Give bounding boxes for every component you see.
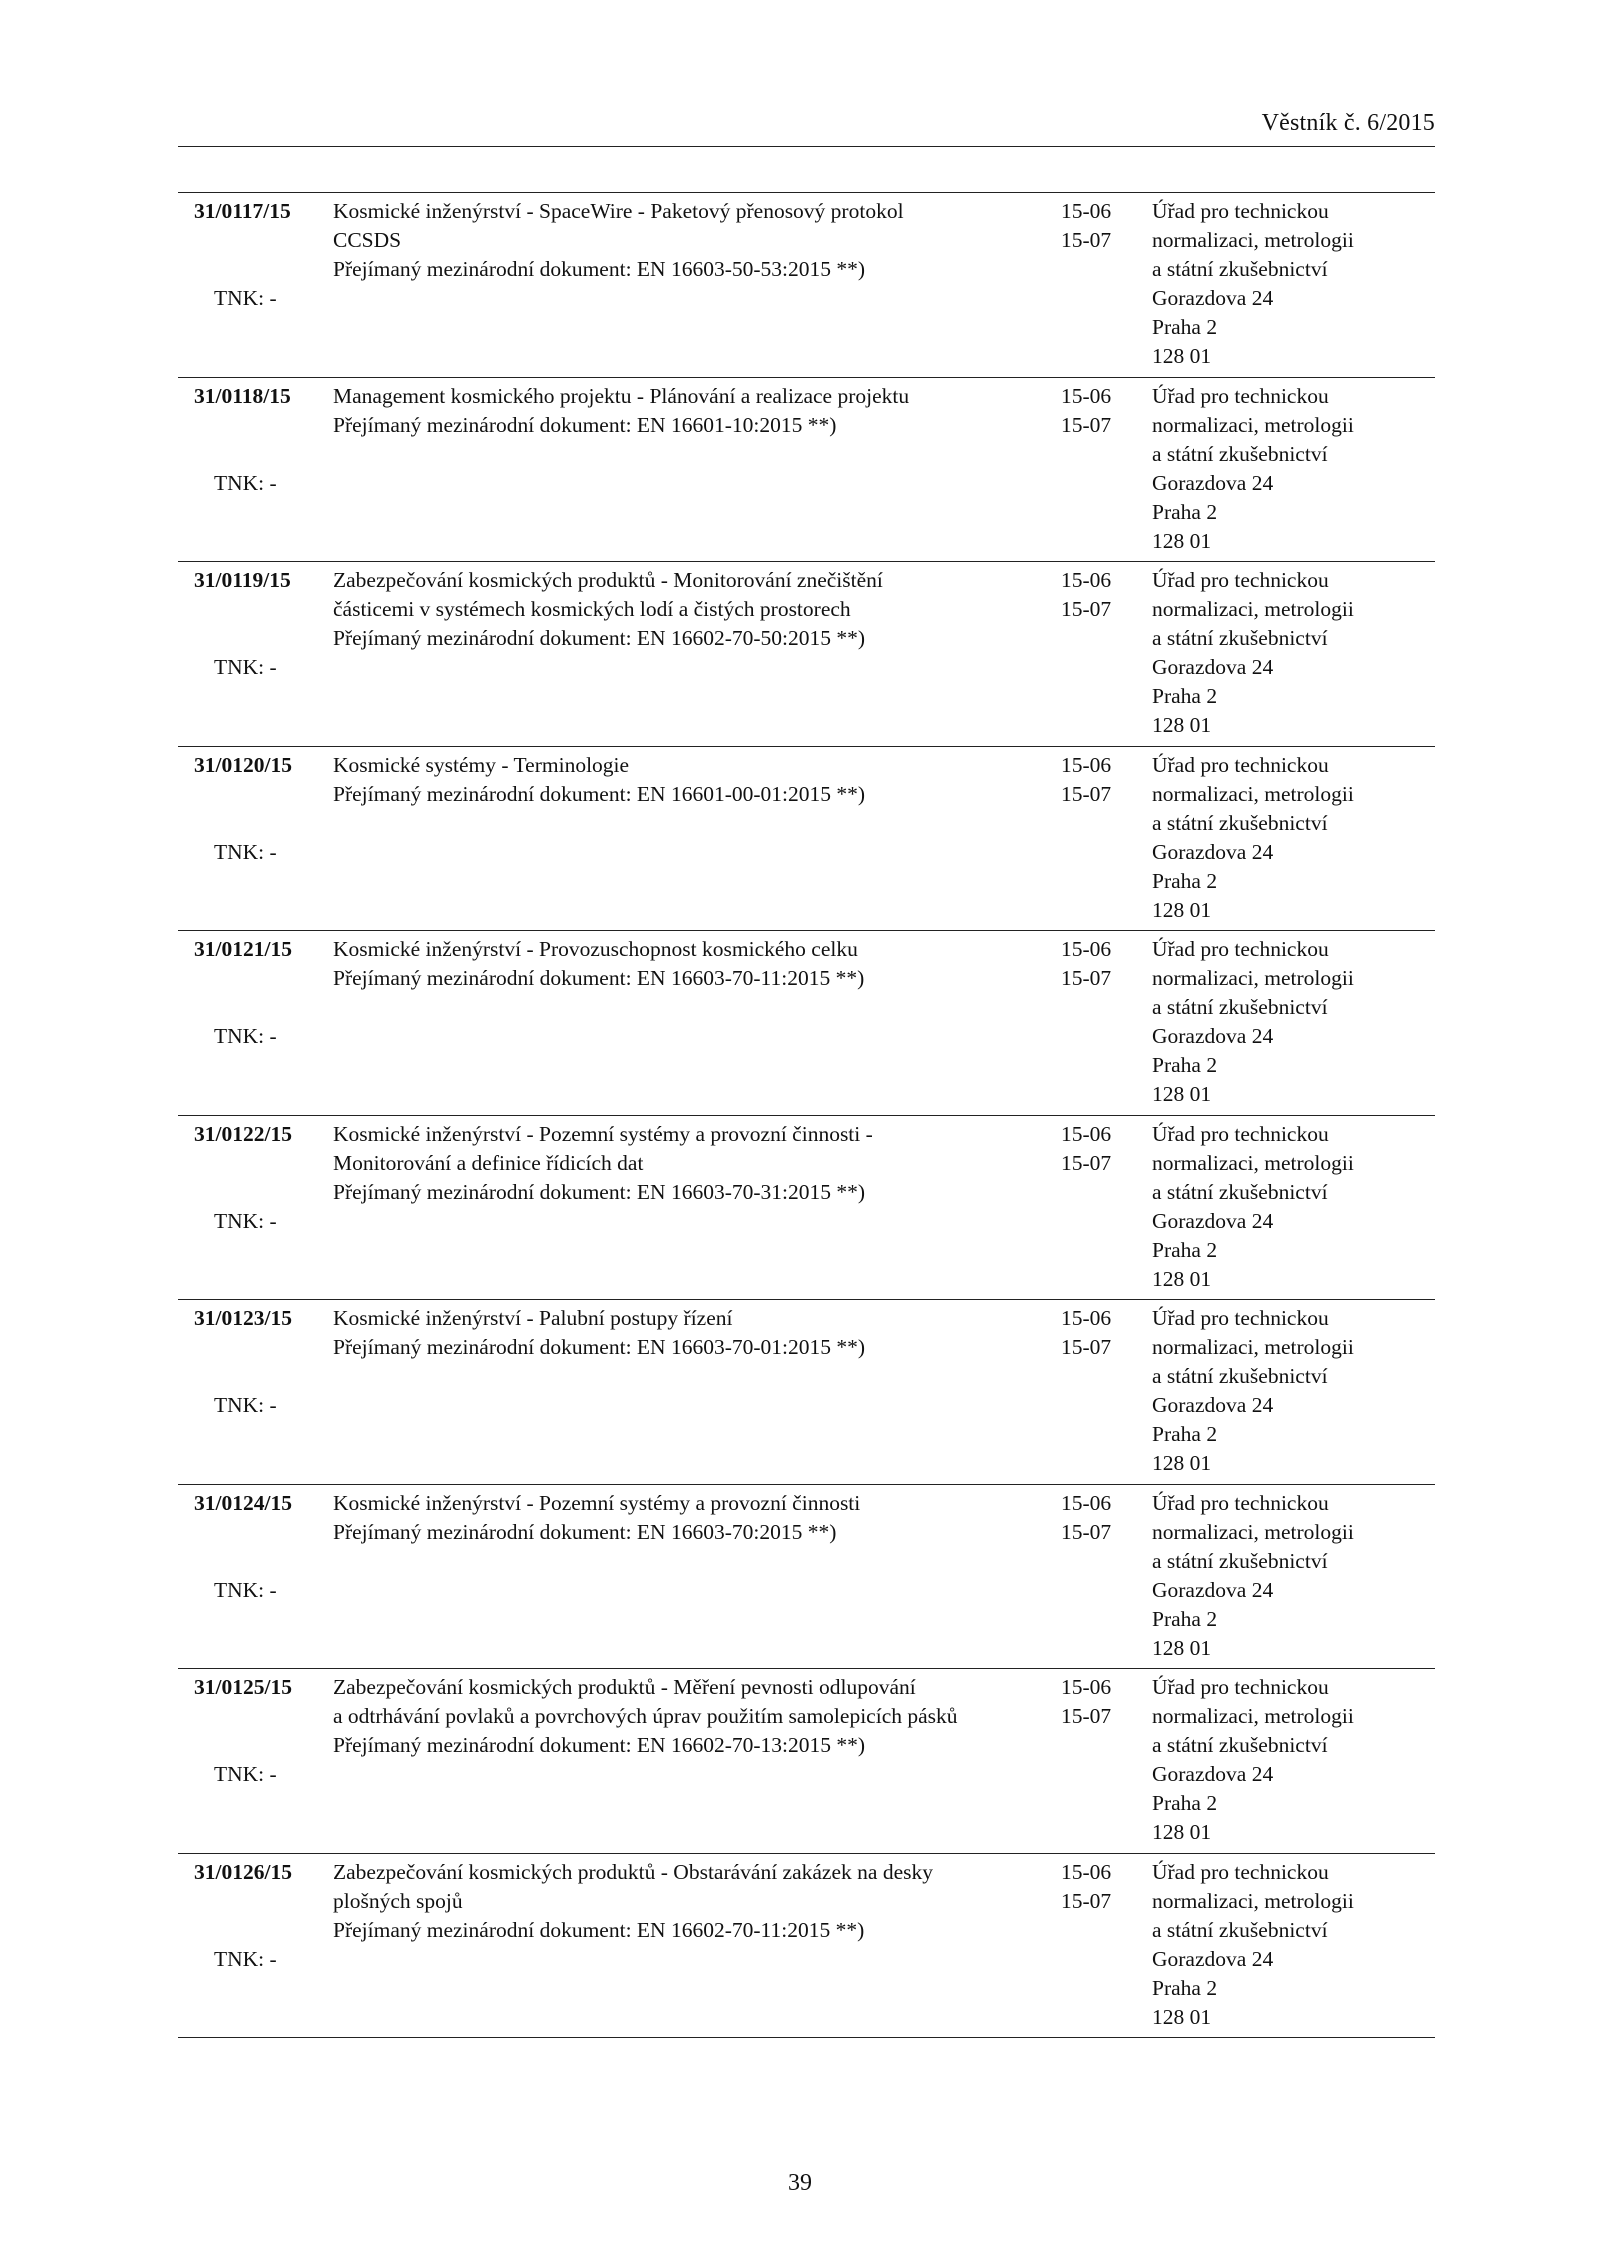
address-line: Praha 2 xyxy=(1152,868,1218,893)
document-number: 31/0121/15 xyxy=(194,937,292,961)
document-number: 31/0125/15 xyxy=(194,1675,292,1699)
address-line: Úřad pro technickou xyxy=(1152,1490,1329,1515)
description-line: CCSDS xyxy=(333,228,402,252)
document-description xyxy=(333,751,1053,809)
document-dates xyxy=(1061,1673,1131,1731)
address-line: Gorazdova 24 xyxy=(1152,655,1274,679)
address-line: Gorazdova 24 xyxy=(1152,1762,1274,1786)
address-line: normalizaci, metrologii xyxy=(1152,1704,1354,1728)
address-line: 128 01 xyxy=(1152,1635,1212,1660)
document-description xyxy=(333,1673,1053,1760)
description-line: Kosmické inženýrství - Palubní postupy řízení xyxy=(333,1306,733,1330)
address-line: Praha 2 xyxy=(1152,1791,1218,1815)
tnk-label: TNK: - xyxy=(214,1208,277,1233)
document-number: 31/0124/15 xyxy=(194,1490,292,1515)
document-dates xyxy=(1061,1858,1131,1916)
address-line: a státní zkušebnictví xyxy=(1152,995,1328,1019)
processor-address xyxy=(1152,197,1435,371)
address-line: Gorazdova 24 xyxy=(1152,286,1274,310)
address-line: Gorazdova 24 xyxy=(1152,470,1274,495)
address-line: Úřad pro technickou xyxy=(1152,568,1329,592)
address-line: Gorazdova 24 xyxy=(1152,1024,1274,1048)
date-code: 15-06 xyxy=(1061,1859,1112,1884)
date-code: 15-06 xyxy=(1061,383,1112,408)
address-line: a státní zkušebnictví xyxy=(1152,1917,1328,1942)
document-dates xyxy=(1061,935,1131,993)
description-line: Přejímaný mezinárodní dokument: EN 16602-70-11:2015 **) xyxy=(333,1917,865,1942)
description-line: Přejímaný mezinárodní dokument: EN 16603-70:2015 **) xyxy=(333,1519,837,1544)
document-description xyxy=(333,1304,1053,1362)
document-description xyxy=(333,1858,1053,1945)
document-number: 31/0118/15 xyxy=(194,383,291,408)
tnk-label: TNK: - xyxy=(214,1762,277,1786)
address-line: 128 01 xyxy=(1152,344,1212,368)
table-row xyxy=(178,193,1435,378)
address-line: Úřad pro technickou xyxy=(1152,1675,1329,1699)
description-line: Přejímaný mezinárodní dokument: EN 16603-50-53:2015 **) xyxy=(333,257,866,281)
tnk-label: TNK: - xyxy=(214,470,277,495)
document-number: 31/0122/15 xyxy=(194,1121,292,1146)
date-code: 15-07 xyxy=(1061,1888,1112,1913)
address-line: a státní zkušebnictví xyxy=(1152,257,1328,281)
document-description xyxy=(333,1120,1053,1207)
address-line: a státní zkušebnictví xyxy=(1152,626,1328,650)
address-line: 128 01 xyxy=(1152,897,1212,922)
date-code: 15-06 xyxy=(1061,1490,1112,1515)
address-line: Praha 2 xyxy=(1152,1606,1218,1631)
address-line: normalizaci, metrologii xyxy=(1152,228,1354,252)
address-line: Praha 2 xyxy=(1152,1237,1218,1262)
description-line: Zabezpečování kosmických produktů - Měření pevnosti odlupování xyxy=(333,1675,916,1699)
date-code: 15-07 xyxy=(1061,1519,1112,1544)
document-description xyxy=(333,566,1053,653)
address-line: Gorazdova 24 xyxy=(1152,1946,1274,1971)
date-code: 15-06 xyxy=(1061,752,1112,777)
table-row xyxy=(178,1669,1435,1854)
address-line: 128 01 xyxy=(1152,1082,1212,1106)
description-line: plošných spojů xyxy=(333,1888,463,1913)
page-header xyxy=(178,110,1435,147)
document-dates xyxy=(1061,1489,1131,1547)
description-line: a odtrhávání povlaků a povrchových úprav použitím samolepicích pásků xyxy=(333,1704,958,1728)
date-code: 15-06 xyxy=(1061,937,1112,961)
date-code: 15-07 xyxy=(1061,781,1112,806)
address-line: 128 01 xyxy=(1152,1451,1212,1475)
address-line: Úřad pro technickou xyxy=(1152,752,1329,777)
address-line: a státní zkušebnictví xyxy=(1152,1733,1328,1757)
date-code: 15-06 xyxy=(1061,1675,1112,1699)
address-line: Úřad pro technickou xyxy=(1152,199,1329,223)
address-line: normalizaci, metrologii xyxy=(1152,781,1354,806)
address-line: a státní zkušebnictví xyxy=(1152,1548,1328,1573)
address-line: Úřad pro technickou xyxy=(1152,1306,1329,1330)
description-line: Přejímaný mezinárodní dokument: EN 16601-10:2015 **) xyxy=(333,412,837,437)
document-dates xyxy=(1061,1120,1131,1178)
document-dates xyxy=(1061,382,1131,440)
date-code: 15-06 xyxy=(1061,1306,1112,1330)
description-line: částicemi v systémech kosmických lodí a čistých prostorech xyxy=(333,597,851,621)
tnk-label: TNK: - xyxy=(214,1577,277,1602)
description-line: Zabezpečování kosmických produktů - Monitorování znečištění xyxy=(333,568,883,592)
processor-address xyxy=(1152,566,1435,740)
date-code: 15-06 xyxy=(1061,568,1112,592)
description-line: Kosmické inženýrství - SpaceWire - Paketový přenosový protokol xyxy=(333,199,904,223)
table-row xyxy=(178,562,1435,747)
address-line: Úřad pro technickou xyxy=(1152,937,1329,961)
address-line: a státní zkušebnictví xyxy=(1152,1364,1328,1388)
description-line: Přejímaný mezinárodní dokument: EN 16603-70-31:2015 **) xyxy=(333,1179,866,1204)
tnk-label: TNK: - xyxy=(214,1946,277,1971)
processor-address xyxy=(1152,935,1435,1109)
address-line: Gorazdova 24 xyxy=(1152,1393,1274,1417)
tnk-label: TNK: - xyxy=(214,839,277,864)
document-dates xyxy=(1061,197,1131,255)
table-row xyxy=(178,1485,1435,1670)
address-line: 128 01 xyxy=(1152,2004,1212,2029)
address-line: Gorazdova 24 xyxy=(1152,1208,1274,1233)
description-line: Přejímaný mezinárodní dokument: EN 16603-70-01:2015 **) xyxy=(333,1335,866,1359)
description-line: Kosmické systémy - Terminologie xyxy=(333,752,630,777)
address-line: a státní zkušebnictví xyxy=(1152,810,1328,835)
address-line: Úřad pro technickou xyxy=(1152,1859,1329,1884)
date-code: 15-06 xyxy=(1061,199,1112,223)
date-code: 15-07 xyxy=(1061,228,1112,252)
table-row xyxy=(178,931,1435,1116)
description-line: Přejímaný mezinárodní dokument: EN 16603-70-11:2015 **) xyxy=(333,966,865,990)
document-dates xyxy=(1061,566,1131,624)
standards-table xyxy=(178,192,1435,2038)
date-code: 15-07 xyxy=(1061,1150,1112,1175)
document-dates xyxy=(1061,751,1131,809)
date-code: 15-07 xyxy=(1061,1704,1112,1728)
table-row xyxy=(178,1300,1435,1485)
description-line: Kosmické inženýrství - Pozemní systémy a provozní činnosti - xyxy=(333,1121,873,1146)
table-row xyxy=(178,747,1435,932)
processor-address xyxy=(1152,1858,1435,2032)
address-line: Praha 2 xyxy=(1152,1422,1218,1446)
address-line: Úřad pro technickou xyxy=(1152,383,1329,408)
processor-address xyxy=(1152,382,1435,556)
document-description xyxy=(333,197,1053,284)
address-line: normalizaci, metrologii xyxy=(1152,1150,1354,1175)
processor-address xyxy=(1152,1673,1435,1847)
description-line: Zabezpečování kosmických produktů - Obstarávání zakázek na desky xyxy=(333,1859,933,1884)
tnk-label: TNK: - xyxy=(214,1393,277,1417)
description-line: Kosmické inženýrství - Pozemní systémy a provozní činnosti xyxy=(333,1490,861,1515)
description-line: Management kosmického projektu - Plánování a realizace projektu xyxy=(333,383,910,408)
document-description xyxy=(333,1489,1053,1547)
address-line: Praha 2 xyxy=(1152,499,1218,524)
address-line: 128 01 xyxy=(1152,1266,1212,1291)
document-number: 31/0119/15 xyxy=(194,568,291,592)
table-row xyxy=(178,378,1435,563)
address-line: a státní zkušebnictví xyxy=(1152,441,1328,466)
processor-address xyxy=(1152,1304,1435,1478)
table-row xyxy=(178,1116,1435,1301)
tnk-label: TNK: - xyxy=(214,655,277,679)
processor-address xyxy=(1152,1489,1435,1663)
description-line: Přejímaný mezinárodní dokument: EN 16602-70-50:2015 **) xyxy=(333,626,866,650)
address-line: Úřad pro technickou xyxy=(1152,1121,1329,1146)
tnk-label: TNK: - xyxy=(214,1024,277,1048)
description-line: Přejímaný mezinárodní dokument: EN 16601-00-01:2015 **) xyxy=(333,781,866,806)
document-dates xyxy=(1061,1304,1131,1362)
date-code: 15-07 xyxy=(1061,1335,1112,1359)
description-line: Kosmické inženýrství - Provozuschopnost kosmického celku xyxy=(333,937,858,961)
address-line: normalizaci, metrologii xyxy=(1152,1888,1354,1913)
document-number: 31/0123/15 xyxy=(194,1306,292,1330)
document-number: 31/0120/15 xyxy=(194,752,292,777)
address-line: Praha 2 xyxy=(1152,315,1218,339)
date-code: 15-07 xyxy=(1061,966,1112,990)
date-code: 15-06 xyxy=(1061,1121,1112,1146)
tnk-label: TNK: - xyxy=(214,286,277,310)
document-description xyxy=(333,935,1053,993)
address-line: normalizaci, metrologii xyxy=(1152,597,1354,621)
address-line: Praha 2 xyxy=(1152,684,1218,708)
description-line: Monitorování a definice řídicích dat xyxy=(333,1150,644,1175)
address-line: Praha 2 xyxy=(1152,1975,1218,2000)
address-line: a státní zkušebnictví xyxy=(1152,1179,1328,1204)
address-line: normalizaci, metrologii xyxy=(1152,966,1354,990)
processor-address xyxy=(1152,1120,1435,1294)
address-line: 128 01 xyxy=(1152,1820,1212,1844)
address-line: Praha 2 xyxy=(1152,1053,1218,1077)
address-line: Gorazdova 24 xyxy=(1152,839,1274,864)
address-line: 128 01 xyxy=(1152,528,1212,553)
document-description xyxy=(333,382,1053,440)
date-code: 15-07 xyxy=(1061,412,1112,437)
page-number: 39 xyxy=(788,2170,812,2196)
address-line: normalizaci, metrologii xyxy=(1152,1335,1354,1359)
document-number: 31/0117/15 xyxy=(194,199,291,223)
journal-title: Věstník č. 6/2015 xyxy=(1261,110,1435,136)
document-number: 31/0126/15 xyxy=(194,1859,292,1884)
address-line: normalizaci, metrologii xyxy=(1152,1519,1354,1544)
description-line: Přejímaný mezinárodní dokument: EN 16602-70-13:2015 **) xyxy=(333,1733,866,1757)
table-row xyxy=(178,1854,1435,2039)
address-line: normalizaci, metrologii xyxy=(1152,412,1354,437)
address-line: Gorazdova 24 xyxy=(1152,1577,1274,1602)
processor-address xyxy=(1152,751,1435,925)
date-code: 15-07 xyxy=(1061,597,1112,621)
address-line: 128 01 xyxy=(1152,713,1212,737)
